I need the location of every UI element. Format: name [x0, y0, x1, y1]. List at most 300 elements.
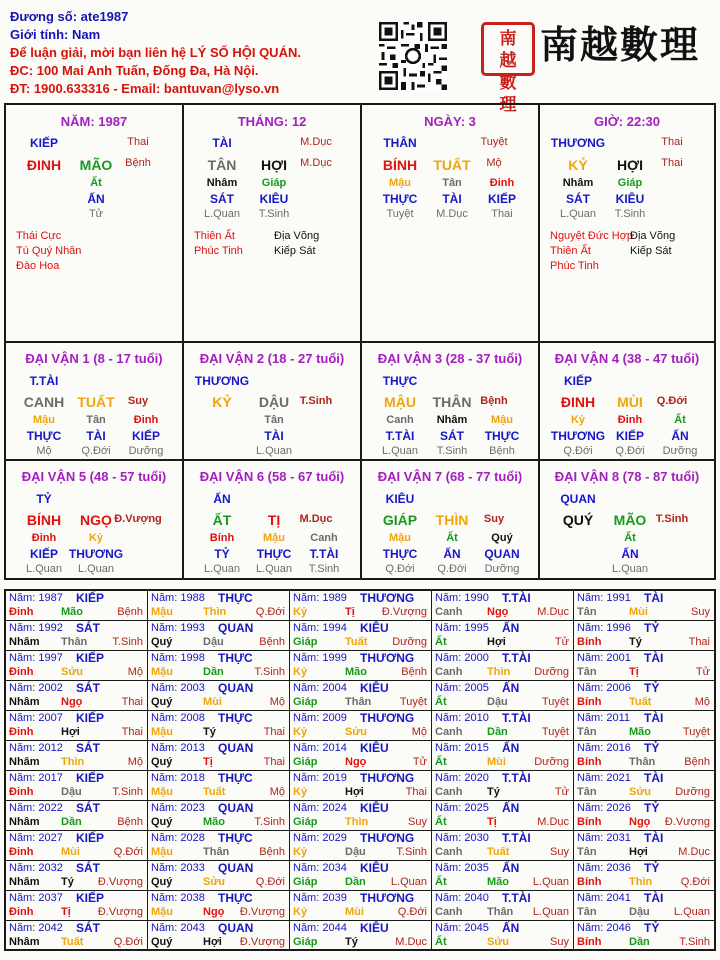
year-branch: Tý: [61, 876, 74, 888]
special-star: Phúc Tinh: [550, 260, 599, 272]
seal-stamp-icon: 南 越 數 理: [481, 22, 535, 76]
heavenly-stem: KỶ: [212, 394, 232, 410]
year-cell[interactable]: [6, 651, 148, 681]
year-life-stage: Mộ: [411, 726, 427, 738]
year-stem: Kỷ: [293, 786, 308, 798]
year-label: Năm: 1990: [435, 592, 489, 604]
year-stem: Bính: [577, 756, 602, 768]
pillar-cell[interactable]: [184, 105, 362, 343]
year-cell[interactable]: [574, 591, 714, 621]
year-life-stage: Q.Đới: [255, 876, 285, 888]
year-branch: Tý: [629, 636, 642, 648]
header-info: [10, 8, 370, 98]
year-stem: Canh: [435, 786, 463, 798]
year-cell[interactable]: [290, 711, 432, 741]
heavenly-stem: ẤT: [212, 512, 232, 528]
year-life-stage: Bệnh: [684, 756, 710, 768]
year-branch: Tị: [629, 666, 639, 678]
year-stem: Giáp: [293, 696, 318, 708]
year-cell[interactable]: [574, 861, 714, 891]
year-cell[interactable]: [574, 681, 714, 711]
year-branch: Hợi: [629, 846, 648, 858]
year-cell[interactable]: [432, 741, 574, 771]
brand-logo-text: 南越數理: [540, 22, 701, 67]
year-ten-god: SÁT: [76, 861, 100, 875]
year-cell[interactable]: [290, 591, 432, 621]
year-stem: Giáp: [293, 816, 318, 828]
year-life-stage: Tuyệt: [399, 696, 427, 708]
year-branch: Ngọ: [345, 756, 367, 768]
hidden-ten-god: THỰC: [26, 429, 62, 443]
year-cell[interactable]: [574, 801, 714, 831]
year-ten-god: THỰC: [218, 831, 253, 845]
year-label: Năm: 1995: [435, 622, 489, 634]
year-label: Năm: 2022: [9, 802, 63, 814]
year-label: Năm: 2007: [9, 712, 63, 724]
address: ĐC: 100 Mai Anh Tuấn, Đống Đa, Hà Nội.: [10, 63, 259, 78]
hidden-stem: Giáp: [261, 177, 287, 189]
heavenly-stem: ĐINH: [26, 157, 62, 173]
year-life-stage: Bệnh: [401, 666, 427, 678]
life-stage-label: M.Dục: [299, 513, 333, 525]
hidden-stem: Nhâm: [436, 414, 468, 426]
year-cell[interactable]: [290, 741, 432, 771]
year-branch: Dần: [61, 816, 82, 828]
year-life-stage: Thai: [405, 786, 427, 798]
year-branch: Tuất: [345, 636, 368, 648]
year-label: Năm: 2004: [293, 682, 347, 694]
year-cell[interactable]: [6, 591, 148, 621]
year-life-stage: Tử: [695, 666, 710, 678]
year-cell[interactable]: [432, 921, 574, 951]
year-ten-god: KIẾP: [76, 831, 105, 845]
year-cell[interactable]: [6, 711, 148, 741]
year-ten-god: TỶ: [644, 921, 660, 935]
hidden-stem: Bính: [209, 532, 235, 544]
year-life-stage: Thai: [688, 636, 710, 648]
hidden-ten-god: SÁT: [440, 429, 464, 443]
hidden-ten-god: THỰC: [256, 547, 292, 561]
year-cell[interactable]: [148, 591, 290, 621]
hidden-life-stage: Dưỡng: [484, 563, 520, 575]
year-label: Năm: 1992: [9, 622, 63, 634]
year-cell[interactable]: [432, 771, 574, 801]
year-stem: Mậu: [151, 906, 173, 918]
year-ten-god: KIÊU: [360, 861, 389, 875]
life-stage-label: Bệnh: [480, 395, 508, 407]
hidden-stem: Giáp: [617, 177, 643, 189]
year-cell[interactable]: [432, 801, 574, 831]
year-cell[interactable]: [6, 741, 148, 771]
year-stem: Bính: [577, 816, 602, 828]
year-stem: Quý: [151, 756, 173, 768]
year-ten-god: THỰC: [218, 591, 253, 605]
year-stem: Nhâm: [9, 876, 40, 888]
year-label: Năm: 2042: [9, 922, 63, 934]
ten-god-label: T.TÀI: [29, 374, 59, 388]
year-cell[interactable]: [290, 921, 432, 951]
branch-life-stage: Bệnh: [125, 157, 151, 169]
year-life-stage: Tử: [412, 756, 427, 768]
year-label: Năm: 2045: [435, 922, 489, 934]
year-branch: Thân: [61, 636, 88, 648]
year-cell[interactable]: [574, 621, 714, 651]
year-ten-god: THƯƠNG: [360, 591, 415, 605]
year-branch: Dần: [203, 666, 224, 678]
year-branch: Mùi: [203, 696, 222, 708]
year-cell[interactable]: [6, 921, 148, 951]
year-cell[interactable]: [432, 681, 574, 711]
year-stem: Canh: [435, 726, 463, 738]
hidden-life-stage: L.Quan: [559, 208, 597, 220]
hidden-ten-god: KIẾP: [131, 429, 160, 443]
year-cell[interactable]: [6, 861, 148, 891]
year-cell[interactable]: [432, 711, 574, 741]
year-branch: Ngọ: [203, 906, 225, 918]
hidden-life-stage: L.Quan: [611, 563, 649, 575]
year-branch: Hợi: [203, 936, 222, 948]
year-cell[interactable]: [148, 921, 290, 951]
year-cell[interactable]: [148, 651, 290, 681]
hidden-ten-god: KIẾP: [29, 547, 58, 561]
year-cell[interactable]: [290, 891, 432, 921]
year-label: Năm: 2012: [9, 742, 63, 754]
year-cell[interactable]: [290, 831, 432, 861]
year-cell[interactable]: [290, 861, 432, 891]
contact-note: Để luận giải, mời bạn liên hệ LÝ SỐ HỘI QUÁN.: [10, 45, 301, 60]
year-label: Năm: 1993: [151, 622, 205, 634]
hidden-life-stage: M.Dục: [436, 208, 468, 220]
special-star: Kiếp Sát: [630, 245, 672, 257]
year-ten-god: KIẾP: [76, 651, 105, 665]
year-cell[interactable]: [290, 621, 432, 651]
year-ten-god: THƯƠNG: [360, 771, 415, 785]
year-branch: Dần: [345, 876, 366, 888]
year-life-stage: Dưỡng: [392, 636, 427, 648]
year-cell[interactable]: [432, 831, 574, 861]
year-cell[interactable]: [148, 741, 290, 771]
year-life-stage: T.Sinh: [396, 846, 427, 858]
special-star: Kiếp Sát: [274, 245, 316, 257]
hidden-life-stage: Dưỡng: [128, 445, 164, 457]
year-ten-god: THỰC: [218, 651, 253, 665]
year-stem: Kỷ: [293, 606, 308, 618]
year-ten-god: KIÊU: [360, 741, 389, 755]
year-life-stage: Tử: [554, 786, 569, 798]
year-cell[interactable]: [574, 741, 714, 771]
year-life-stage: Q.Đới: [113, 936, 143, 948]
hidden-ten-god: THƯƠNG: [68, 547, 124, 561]
year-ten-god: ẤN: [502, 801, 520, 815]
qr-code-icon[interactable]: [379, 22, 447, 90]
year-ten-god: SÁT: [76, 681, 100, 695]
year-stem: Mậu: [151, 606, 173, 618]
year-ten-god: KIẾP: [76, 771, 105, 785]
hidden-life-stage: Q.Đới: [615, 445, 645, 457]
year-branch: Tuất: [61, 936, 84, 948]
year-cell[interactable]: [574, 921, 714, 951]
hidden-ten-god: ẤN: [443, 547, 461, 561]
year-label: Năm: 2008: [151, 712, 205, 724]
ten-god-label: THỰC: [382, 374, 418, 388]
special-star: Thiên Ất: [550, 245, 591, 257]
year-label: Năm: 1987: [9, 592, 63, 604]
year-life-stage: T.Sinh: [254, 816, 285, 828]
year-stem: Tân: [577, 726, 597, 738]
year-cell[interactable]: [148, 861, 290, 891]
branch-life-stage: Mộ: [486, 157, 502, 169]
hidden-stem: Ất: [624, 532, 636, 544]
pillar-title: THÁNG: 12: [237, 114, 307, 129]
pillar-title: NĂM: 1987: [60, 114, 128, 129]
year-ten-god: ẤN: [502, 681, 520, 695]
year-stem: Đinh: [9, 726, 34, 738]
dai-van-cell[interactable]: [6, 461, 184, 580]
year-cell[interactable]: [432, 621, 574, 651]
year-branch: Hợi: [487, 636, 506, 648]
year-label: Năm: 1991: [577, 592, 631, 604]
year-stem: Canh: [435, 906, 463, 918]
year-life-stage: L.Quan: [390, 876, 427, 888]
hidden-life-stage: L.Quan: [25, 563, 63, 575]
year-life-stage: Dưỡng: [675, 786, 710, 798]
year-cell[interactable]: [148, 621, 290, 651]
year-life-stage: Đ.Vượng: [239, 936, 285, 948]
earthly-branch: THÌN: [435, 512, 469, 528]
year-cell[interactable]: [290, 681, 432, 711]
year-cell[interactable]: [574, 771, 714, 801]
year-cell[interactable]: [290, 771, 432, 801]
year-cell[interactable]: [148, 771, 290, 801]
year-cell[interactable]: [574, 891, 714, 921]
hidden-stem: Nhâm: [206, 177, 238, 189]
hidden-ten-god: THỰC: [382, 547, 418, 561]
hidden-ten-god: KIÊU: [615, 192, 645, 206]
year-cell[interactable]: [148, 831, 290, 861]
year-life-stage: L.Quan: [532, 906, 569, 918]
year-stem: Ất: [435, 876, 447, 888]
year-label: Năm: 2039: [293, 892, 347, 904]
year-branch: Mão: [203, 816, 225, 828]
year-label: Năm: 1989: [293, 592, 347, 604]
year-branch: Thìn: [487, 666, 511, 678]
pillar-cell[interactable]: [6, 105, 184, 343]
year-cell[interactable]: [432, 591, 574, 621]
hidden-stem: Ất: [446, 532, 458, 544]
year-branch: Thân: [345, 696, 372, 708]
hidden-ten-god: THỰC: [382, 192, 418, 206]
dai-van-title: ĐẠI VẬN 7 (68 - 77 tuổi): [377, 469, 523, 484]
special-star: Đào Hoa: [16, 260, 60, 272]
year-ten-god: THƯƠNG: [360, 651, 415, 665]
year-stem: Giáp: [293, 876, 318, 888]
year-life-stage: Suy: [550, 936, 569, 948]
dai-van-cell[interactable]: [184, 461, 362, 580]
hidden-stem: Tân: [442, 177, 462, 189]
year-stem: Mậu: [151, 846, 173, 858]
year-branch: Mùi: [629, 606, 648, 618]
hidden-stem: Đinh: [617, 414, 643, 426]
year-cell[interactable]: [148, 681, 290, 711]
year-ten-god: ẤN: [502, 861, 520, 875]
year-stem: Đinh: [9, 606, 34, 618]
year-label: Năm: 2031: [577, 832, 631, 844]
dai-van-cell[interactable]: [540, 343, 714, 461]
year-life-stage: Q.Đới: [255, 606, 285, 618]
life-stage-label: Suy: [127, 395, 149, 407]
hidden-ten-god: SÁT: [210, 192, 234, 206]
year-cell[interactable]: [148, 891, 290, 921]
owner-name: Đương số: ate1987: [10, 9, 129, 24]
year-cell[interactable]: [6, 771, 148, 801]
year-label: Năm: 2024: [293, 802, 347, 814]
year-cell[interactable]: [432, 861, 574, 891]
year-label: Năm: 2000: [435, 652, 489, 664]
hidden-ten-god: KIẾP: [615, 429, 644, 443]
year-branch: Tý: [345, 936, 358, 948]
dai-van-cell[interactable]: [184, 343, 362, 461]
life-stage-label: T.Sinh: [655, 513, 689, 525]
year-cell[interactable]: [6, 801, 148, 831]
year-ten-god: T.TÀI: [502, 651, 531, 665]
year-ten-god: TÀI: [644, 651, 664, 665]
year-cell[interactable]: [432, 891, 574, 921]
year-life-stage: Suy: [691, 606, 710, 618]
pillar-cell[interactable]: [362, 105, 540, 343]
year-label: Năm: 2025: [435, 802, 489, 814]
earthly-branch: HỢI: [261, 157, 287, 173]
year-branch: Ngọ: [61, 696, 83, 708]
year-stem: Quý: [151, 636, 173, 648]
year-cell[interactable]: [574, 651, 714, 681]
year-cell[interactable]: [574, 711, 714, 741]
hidden-stem: Ất: [674, 414, 686, 426]
year-life-stage: Tuyệt: [682, 726, 710, 738]
year-branch: Sửu: [61, 666, 84, 678]
heavenly-stem: KỶ: [568, 157, 588, 173]
year-ten-god: SÁT: [76, 741, 100, 755]
dai-van-cell[interactable]: [540, 461, 714, 580]
year-stem: Kỷ: [293, 666, 308, 678]
life-stage-label: Đ.Vượng: [114, 513, 162, 525]
year-cell[interactable]: [6, 621, 148, 651]
year-stem: Nhâm: [9, 756, 40, 768]
year-stem: Tân: [577, 846, 597, 858]
year-cell[interactable]: [6, 681, 148, 711]
dai-van-title: ĐẠI VẬN 5 (48 - 57 tuổi): [21, 469, 167, 484]
dai-van-cell[interactable]: [362, 343, 540, 461]
hidden-ten-god: TÀI: [442, 192, 462, 206]
dai-van-cell[interactable]: [6, 343, 184, 461]
year-cell[interactable]: [290, 651, 432, 681]
year-life-stage: Q.Đới: [113, 846, 143, 858]
ten-god-label: TỶ: [36, 492, 52, 506]
year-stem: Mậu: [151, 786, 173, 798]
hidden-stem: Mậu: [389, 177, 411, 189]
heavenly-stem: BÍNH: [382, 157, 418, 173]
year-ten-god: KIÊU: [360, 681, 389, 695]
year-label: Năm: 2009: [293, 712, 347, 724]
dai-van-title: ĐẠI VẬN 1 (8 - 17 tuổi): [25, 351, 163, 366]
dai-van-cell[interactable]: [362, 461, 540, 580]
year-label: Năm: 2030: [435, 832, 489, 844]
year-label: Năm: 2014: [293, 742, 347, 754]
year-stem: Mậu: [151, 666, 173, 678]
year-stem: Nhâm: [9, 696, 40, 708]
hidden-life-stage: T.Sinh: [258, 208, 290, 220]
year-ten-god: SÁT: [76, 801, 100, 815]
year-life-stage: Mộ: [127, 756, 143, 768]
ten-god-label: KIẾP: [29, 136, 58, 150]
hidden-stem: Canh: [310, 532, 338, 544]
phone-email: ĐT: 1900.633316 - Email: bantuvan@lyso.vn: [10, 81, 280, 96]
year-life-stage: M.Dục: [537, 816, 569, 828]
year-cell[interactable]: [290, 801, 432, 831]
year-life-stage: Bệnh: [259, 846, 285, 858]
year-ten-god: QUAN: [218, 741, 254, 755]
year-cell[interactable]: [6, 831, 148, 861]
year-life-stage: Tuyệt: [541, 726, 569, 738]
special-star: Nguyệt Đức Hợp: [550, 230, 634, 242]
year-cell[interactable]: [432, 651, 574, 681]
year-branch: Tị: [61, 906, 71, 918]
hidden-stem: Kỷ: [570, 414, 586, 426]
pillar-cell[interactable]: [540, 105, 714, 343]
year-branch: Tị: [487, 816, 497, 828]
life-stage-label: Suy: [483, 513, 505, 525]
special-star: Thái Cực: [16, 230, 62, 242]
heavenly-stem: BÍNH: [26, 512, 62, 528]
earthly-branch: TUẤT: [433, 157, 471, 173]
year-label: Năm: 2036: [577, 862, 631, 874]
year-stem: Bính: [577, 636, 602, 648]
year-label: Năm: 2028: [151, 832, 205, 844]
year-cell[interactable]: [148, 711, 290, 741]
year-label: Năm: 1998: [151, 652, 205, 664]
dai-van-title: ĐẠI VẬN 3 (28 - 37 tuổi): [377, 351, 523, 366]
year-branch: Tị: [203, 756, 213, 768]
year-ten-god: QUAN: [218, 681, 254, 695]
year-ten-god: THƯƠNG: [360, 711, 415, 725]
hidden-ten-god: TỶ: [214, 547, 230, 561]
earthly-branch: MÙI: [617, 394, 643, 410]
year-ten-god: TÀI: [644, 891, 664, 905]
hidden-ten-god: TÀI: [264, 429, 284, 443]
year-label: Năm: 2043: [151, 922, 205, 934]
year-ten-god: THỰC: [218, 771, 253, 785]
hidden-ten-god: T.TÀI: [309, 547, 339, 561]
year-stem: Bính: [577, 936, 602, 948]
year-stem: Canh: [435, 666, 463, 678]
hidden-life-stage: Bệnh: [489, 445, 515, 457]
hidden-ten-god: T.TÀI: [385, 429, 415, 443]
year-branch: Dậu: [345, 846, 366, 858]
year-life-stage: Dưỡng: [534, 666, 569, 678]
year-cell[interactable]: [574, 831, 714, 861]
year-ten-god: TÀI: [644, 771, 664, 785]
year-ten-god: THỰC: [218, 891, 253, 905]
year-branch: Sửu: [203, 876, 226, 888]
year-branch: Tý: [203, 726, 216, 738]
year-stem: Tân: [577, 906, 597, 918]
year-label: Năm: 2035: [435, 862, 489, 874]
year-branch: Dậu: [61, 786, 82, 798]
year-cell[interactable]: [6, 891, 148, 921]
hidden-life-stage: Q.Đới: [385, 563, 415, 575]
year-life-stage: Mộ: [127, 666, 143, 678]
year-cell[interactable]: [148, 801, 290, 831]
year-life-stage: T.Sinh: [112, 786, 143, 798]
